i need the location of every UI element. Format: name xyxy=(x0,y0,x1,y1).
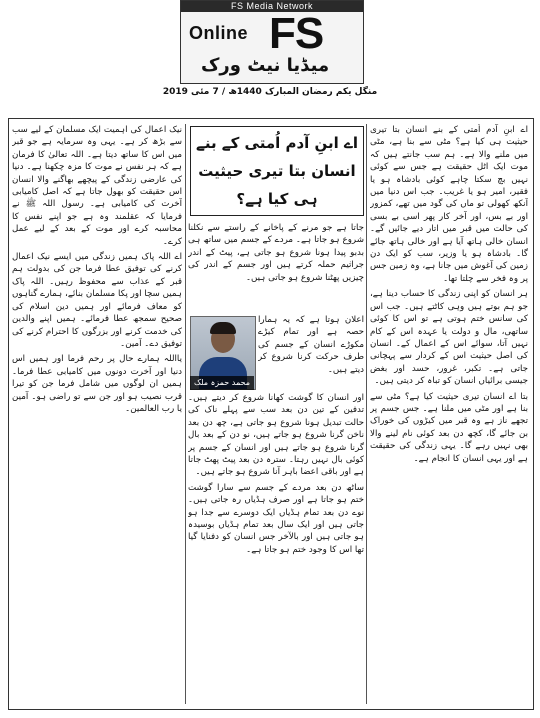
article-column-middle-side xyxy=(258,314,364,392)
article-column-right xyxy=(370,124,528,704)
column-divider-right xyxy=(366,124,367,704)
dateline-text-mid: ھ / 7 مئی xyxy=(187,87,237,97)
paragraph: یااللہ ہمارے حال پر رحم فرما اور ہمیں اس دنیا اور آخرت دونوں میں کامیابی عطا فرما۔ ہمیں ان لوگوں میں شامل فرما جن کو تیرا قرب نصیب ہو اور جن سے تو راضی ہو۔ آمین یا رب العالمین۔ xyxy=(12,354,182,414)
paragraph: جاتا ہے جو مرنے کے پاخانے کے راستے سے نکلنا شروع ہو جاتا ہے۔ مردے کے جسم میں ساتھ ہی بدبو پیدا ہونا شروع ہو جاتی ہے، پیٹ کے اندر جراثیم حملہ کرتے ہیں اور جسم کے اندر کی چیزیں پھٹنا شروع ہو جاتی ہیں۔ xyxy=(188,223,364,283)
column-divider-left xyxy=(185,124,186,704)
paragraph: اے ابنِ آدم اُمتی کے بنے انسان بتا تیری حیثیت ہی کیا ہے؟ مٹی سے بنا ہے، مٹی میں ملنے والا ہے۔ ہم سب جانتے ہیں کہ موت ایک اٹل حقیقت ہے جس سے کوئی نہیں بچ سکتا چاہے کوئی بادشاہ ہو یا فقیر، امیر ہو یا غریب۔ جب اس دنیا میں آنکھ کھولی تو ماں کی گود میں تھے، کمزور اور بے بس، اور آخر کار پھر اسی بے بسی کی حالت میں قبر میں اتار دیے جائیں گے۔ انسان خالی ہاتھ آیا ہے اور خالی ہاتھ جائے گا۔ بادشاہ ہو یا وزیر، سب کو ایک دن زمین کی آغوش میں جانا ہے، وہ زمین جس پر وہ فخر سے چلتا تھا۔ xyxy=(370,125,528,284)
dateline xyxy=(150,86,390,98)
brand-urdu-text: میڈیا نیٹ ورک xyxy=(201,55,330,76)
article-headline: اے ابنِ آدم اُمتی کے بنے انسان بتا تیری حیثیت ہی کیا ہے؟ xyxy=(190,126,364,216)
article-column-middle-bottom xyxy=(188,392,364,704)
paragraph: اعلان ہوتا ہے کہ یہ ہمارا حصہ ہے اور تمام کیڑے مکوڑے انسان کے جسم کی طرف حرکت کرنا شروع کر دیتے ہیں۔ xyxy=(258,315,364,375)
author-name: محمد حمزہ ملک xyxy=(190,376,254,390)
paragraph: ہر انسان کو اپنی زندگی کا حساب دینا ہے، جو ہم بوتے ہیں وہی کاٹتے ہیں۔ جب اس کی سانس ختم ہوتی ہے تو اس کا کوئی ساتھی، مال و دولت یا عہدہ اس کے کام نہیں آتا، سوائے اس کے اعمال کے۔ انسان کی اصل حیثیت اس کے کردار سے پہچانی جاتی ہے۔ تکبر، غرور، حسد اور بغض جیسی برائیاں انسان کو تباہ کر دیتی ہیں۔ xyxy=(370,289,528,387)
paragraph: بتا اے انسان تیری حیثیت کیا ہے؟ مٹی سے بنا ہے اور مٹی میں ملنا ہے۔ جس جسم پر تجھے ناز ہے وہ قبر میں کیڑوں کی خوراک بن جائے گا، کچھ دن بعد کوئی نام لینے والا بھی نہیں رہے گا۔ یہی زندگی کی حقیقت ہے اور یہی انسان کا انجام ہے۔ xyxy=(370,391,528,464)
dateline-text-before: منگل یکم رمضان المبارک xyxy=(261,87,378,97)
author-photo-hair xyxy=(210,322,236,334)
paragraph: اور انسان کا گوشت کھانا شروع کر دیتے ہیں۔ تدفین کے تین دن بعد سب سے پہلے ناک کی حالت تبدیل ہونا شروع ہو جاتی ہے، چھ دن بعد ناخن گرنا شروع ہو جاتے ہیں، نو دن کے بعد بال گرنا شروع ہو جاتے ہیں اور انسان کے جسم پر کوئی بال نہیں رہتا۔ سترہ دن بعد پیٹ پھٹ جاتا ہے اور باقی اعضا باہر آنا شروع ہو جاتے ہیں۔ xyxy=(188,393,364,478)
dateline-hijri-year: 1440 xyxy=(236,87,262,97)
masthead-logo xyxy=(180,0,364,84)
paragraph: اے اللہ پاک ہمیں زندگی میں ایسے نیک اعمال کرنے کی توفیق عطا فرما جن کی بدولت ہم قبر کے عذاب سے محفوظ رہیں۔ اللہ پاک ہمیں سچا اور پکا مسلمان بنائے، ہمارے گناہوں کو معاف فرمائے اور ہمیں دین اسلام کی صحیح سمجھ عطا فرمائے۔ ہمیں اپنے والدین کی خدمت کرنے اور بزرگوں کا احترام کرنے کی توفیق دے۔ آمین۔ xyxy=(12,252,182,349)
article-column-left xyxy=(12,124,182,704)
paragraph: نیک اعمال کی اہمیت ایک مسلمان کے لیے سب سے بڑھ کر ہے۔ یہی وہ سرمایہ ہے جو قبر میں اس کا ساتھ دیتا ہے۔ اللہ تعالیٰ کا فرمان ہے کہ ہر نفس نے موت کا مزہ چکھنا ہے۔ دنیا کی عارضی زندگی کے پیچھے بھاگنے والا انسان اس حقیقت کو بھول جاتا ہے کہ اصل کامیابی آخرت کی کامیابی ہے۔ رسول اللہ ﷺ نے فرمایا کہ عقلمند وہ ہے جو اپنے نفس کا محاسبہ کرے اور موت کے بعد کے لیے عمل کرے۔ xyxy=(12,125,182,247)
article-column-middle-top xyxy=(188,222,364,314)
paragraph: ساٹھ دن بعد مردے کے جسم سے سارا گوشت ختم ہو جاتا ہے اور صرف ہڈیاں رہ جاتی ہیں۔ نوے دن بعد تمام ہڈیاں ایک دوسرے سے جدا ہو جاتی ہیں اور ایک سال بعد تمام ہڈیاں بوسیدہ ہو جاتی ہیں اور بالآخر جس انسان کو دفنایا گیا تھا اس کا وجود ختم ہو جاتا ہے۔ xyxy=(188,482,364,555)
network-label: FS Media Network xyxy=(181,1,363,12)
brand-online: Online xyxy=(189,23,249,43)
brand-fs-letters: FS xyxy=(269,9,324,58)
dateline-gregorian-year: 2019 xyxy=(162,87,188,97)
